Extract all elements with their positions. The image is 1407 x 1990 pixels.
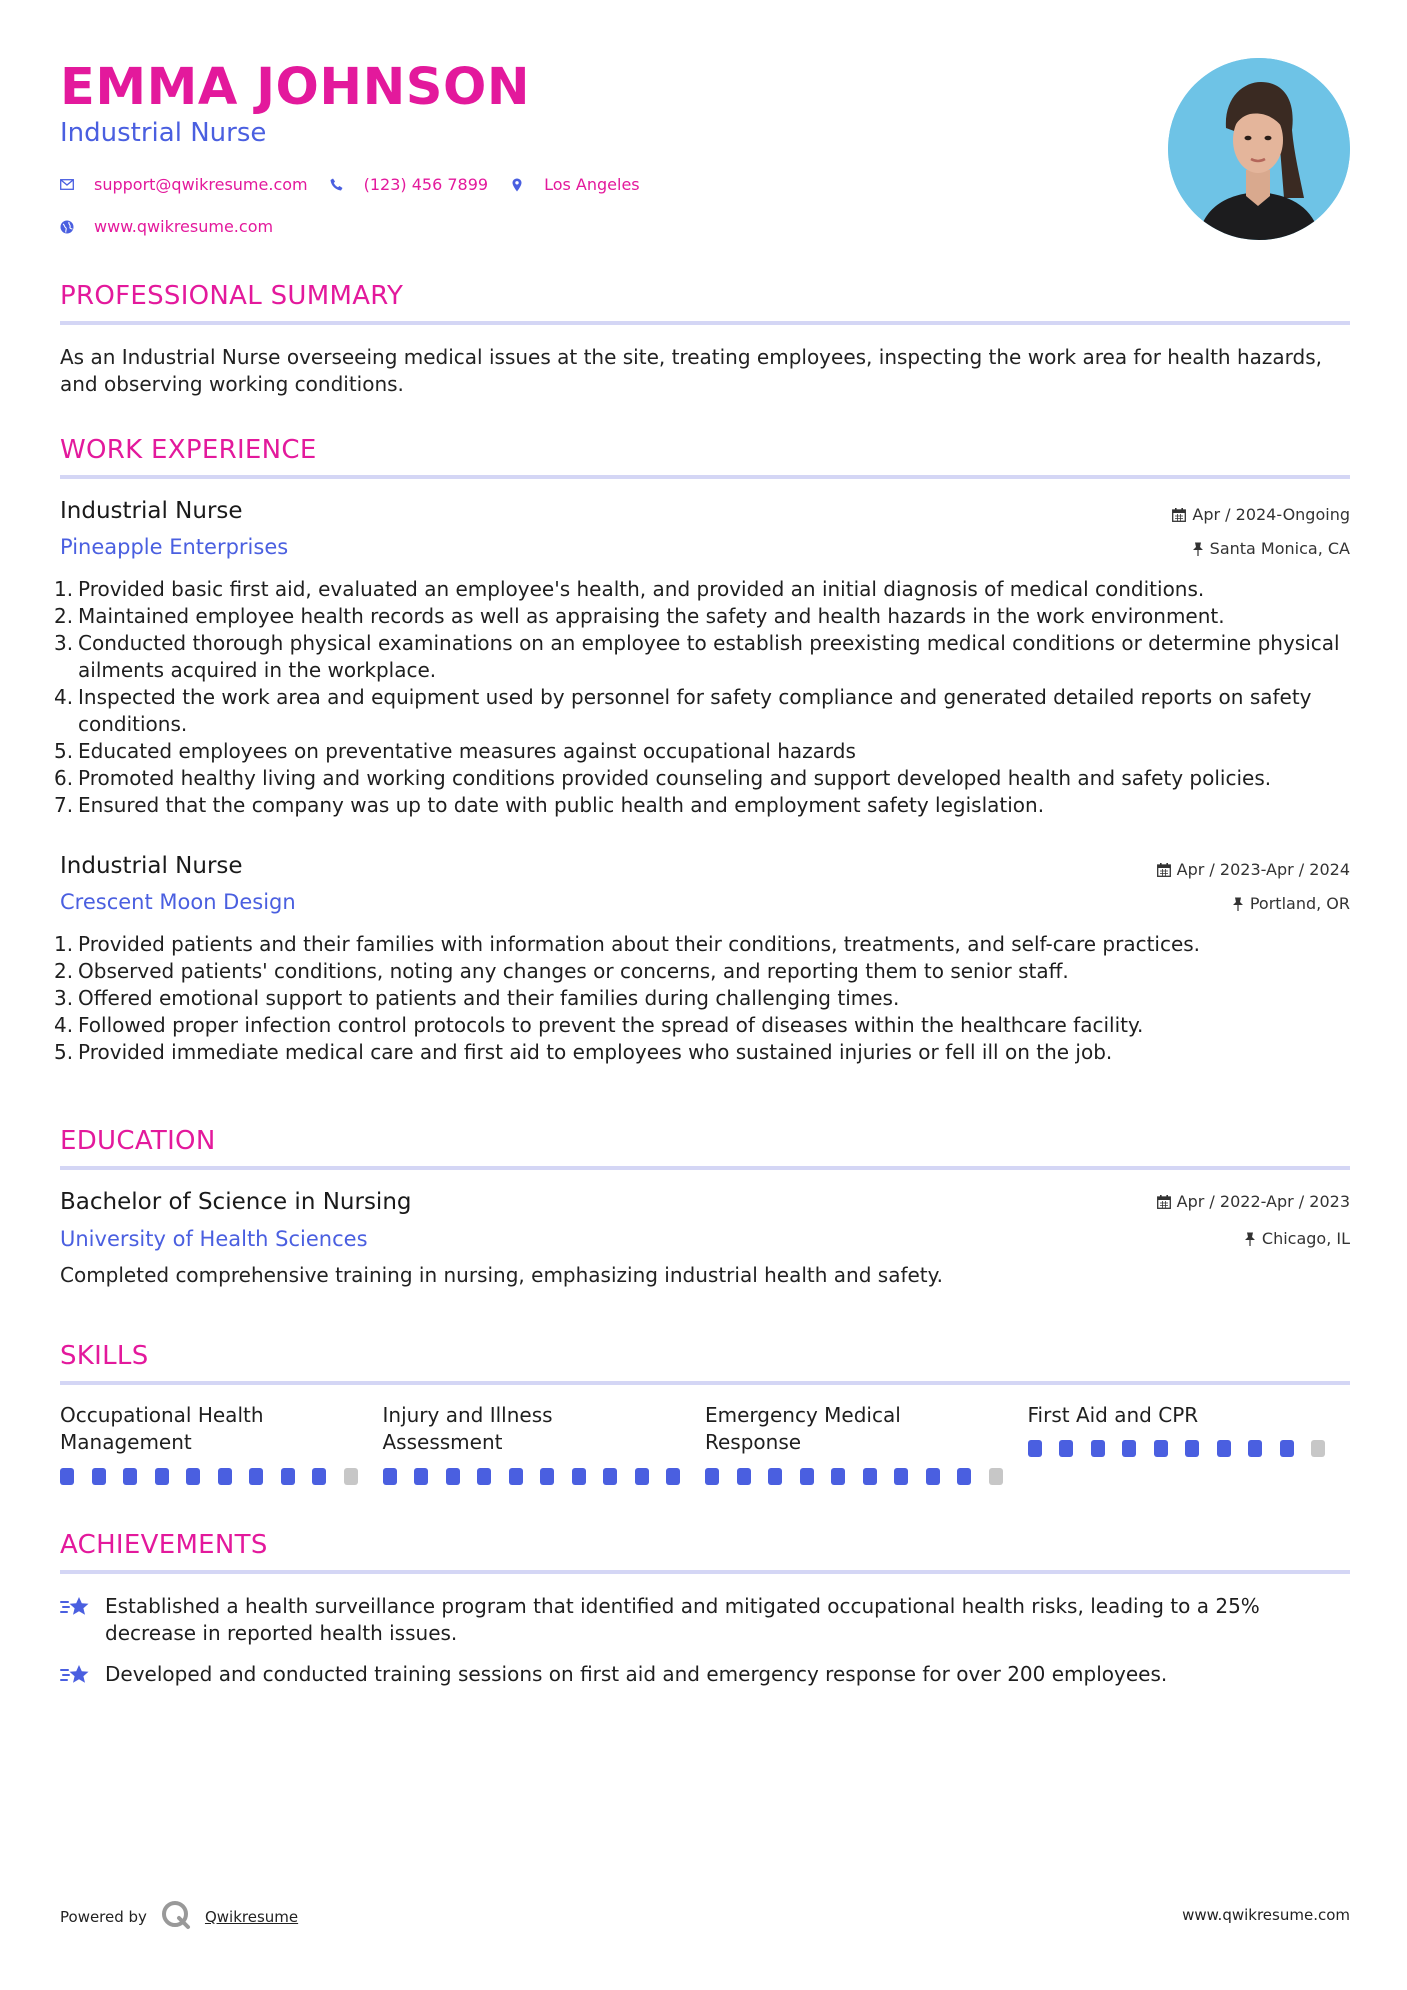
list-item: Maintained employee health records as well as appraising the safety and health hazards in the work environment.	[78, 604, 1225, 628]
skill-name: Injury and Illness Assessment	[382, 1403, 553, 1454]
skill-name: First Aid and CPR	[1027, 1403, 1199, 1427]
phone-icon	[330, 178, 344, 192]
skill-dot-filled	[957, 1468, 971, 1485]
skill-dot-filled	[1185, 1440, 1199, 1457]
achievement-item	[60, 1593, 1350, 1647]
skill-dot-filled	[831, 1468, 845, 1485]
job-location-text: Portland, OR	[1249, 894, 1350, 913]
skill-dot-filled	[1122, 1440, 1136, 1457]
calendar-icon	[1157, 1195, 1171, 1209]
candidate-name: EMMA JOHNSON	[60, 58, 531, 117]
skill-dot-filled	[894, 1468, 908, 1485]
skill-dot-filled	[383, 1468, 397, 1485]
skill-rating	[1028, 1440, 1343, 1457]
list-item: Provided patients and their families with information about their conditions, treatments, and self-care practices.	[78, 932, 1201, 956]
skill-dot-filled	[281, 1468, 295, 1485]
contact-website[interactable]	[60, 217, 273, 236]
summary-text: As an Industrial Nurse overseeing medical issues at the site, treating employees, inspecting the work area for health hazards, and observing working conditions.	[60, 345, 1322, 396]
achievement-text: Established a health surveillance program that identified and mitigated occupational health risks, leading to a 25% decrease in reported health issues.	[105, 1594, 1260, 1645]
pushpin-icon	[1192, 542, 1204, 556]
job-responsibilities	[60, 931, 1350, 1066]
skill-dot-filled	[705, 1468, 719, 1485]
contact-email[interactable]	[60, 175, 308, 194]
list-item: Ensured that the company was up to date with public health and employment safety legislation.	[78, 793, 1045, 817]
skill-dot-filled	[446, 1468, 460, 1485]
summary-heading: PROFESSIONAL SUMMARY	[60, 281, 404, 311]
job-date-text: Apr / 2024-Ongoing	[1192, 505, 1350, 524]
list-item: Observed patients' conditions, noting any changes or concerns, and reporting them to senior staff.	[78, 959, 1069, 983]
contact-row-website	[60, 217, 295, 236]
skill-dot-empty	[1311, 1440, 1325, 1457]
calendar-icon	[1172, 508, 1186, 522]
footer-website[interactable]: www.qwikresume.com	[1182, 1906, 1350, 1924]
skill-dot-filled	[768, 1468, 782, 1485]
profile-photo	[1168, 58, 1350, 240]
skill-rating	[383, 1468, 698, 1485]
achievements-heading: ACHIEVEMENTS	[60, 1530, 268, 1560]
education-divider	[60, 1166, 1350, 1170]
brand-link[interactable]: Qwikresume	[204, 1908, 299, 1926]
globe-icon	[60, 220, 74, 234]
achievements-divider	[60, 1570, 1350, 1574]
skill-dot-filled	[800, 1468, 814, 1485]
skill-dot-filled	[477, 1468, 491, 1485]
powered-by-label: Powered by	[60, 1908, 147, 1926]
skill-dot-empty	[989, 1468, 1003, 1485]
star-icon	[60, 1661, 92, 1688]
list-item: Provided basic first aid, evaluated an employee's health, and provided an initial diagnosis of medical conditions.	[78, 577, 1205, 601]
list-item: Conducted thorough physical examinations on an employee to establish preexisting medical conditions or determine physical ailments acquired in the workplace.	[78, 631, 1340, 682]
achievement-item	[60, 1661, 1350, 1688]
list-item: Followed proper infection control protocols to prevent the spread of diseases within the healthcare facility.	[78, 1013, 1144, 1037]
skill-dot-filled	[312, 1468, 326, 1485]
education-location-text: Chicago, IL	[1261, 1229, 1350, 1248]
skill-dot-filled	[155, 1468, 169, 1485]
job-location-text: Santa Monica, CA	[1209, 539, 1350, 558]
skill-dot-filled	[1028, 1440, 1042, 1457]
skills-grid	[60, 1402, 1350, 1492]
skill-rating	[60, 1468, 375, 1485]
skill-name: Emergency Medical Response	[705, 1403, 901, 1454]
skill-dot-filled	[926, 1468, 940, 1485]
skill-item	[383, 1402, 706, 1492]
skill-item	[1028, 1402, 1351, 1492]
education-date	[1157, 1192, 1350, 1211]
skill-dot-filled	[249, 1468, 263, 1485]
skill-dot-filled	[1217, 1440, 1231, 1457]
skill-item	[60, 1402, 383, 1492]
skill-dot-filled	[1280, 1440, 1294, 1457]
job-date	[1172, 505, 1350, 524]
envelope-icon	[60, 178, 74, 192]
list-item: Offered emotional support to patients and their families during challenging times.	[78, 986, 900, 1010]
skill-dot-filled	[737, 1468, 751, 1485]
skill-item	[705, 1402, 1028, 1492]
skill-dot-filled	[1154, 1440, 1168, 1457]
qwikresume-logo-icon	[161, 1900, 191, 1934]
skill-dot-filled	[572, 1468, 586, 1485]
school-name: University of Health Sciences	[60, 1227, 368, 1251]
summary-divider	[60, 321, 1350, 325]
pushpin-icon	[1232, 897, 1244, 911]
skill-dot-filled	[666, 1468, 680, 1485]
footer-powered-by	[60, 1900, 298, 1934]
contact-phone[interactable]	[330, 175, 488, 194]
education-description: Completed comprehensive training in nursing, emphasizing industrial health and safety.	[60, 1263, 943, 1287]
resume-page	[60, 0, 1350, 1990]
experience-divider	[60, 475, 1350, 479]
pushpin-icon	[1244, 1232, 1256, 1246]
website-text: www.qwikresume.com	[94, 217, 274, 236]
contact-location	[510, 175, 640, 194]
skill-dot-filled	[603, 1468, 617, 1485]
skill-dot-filled	[540, 1468, 554, 1485]
skill-dot-filled	[509, 1468, 523, 1485]
skill-dot-filled	[635, 1468, 649, 1485]
email-text: support@qwikresume.com	[94, 175, 308, 194]
skill-dot-filled	[92, 1468, 106, 1485]
achievement-text: Developed and conducted training sessions on first aid and emergency response for over 200 employees.	[105, 1662, 1168, 1686]
skill-dot-filled	[1248, 1440, 1262, 1457]
job-responsibilities	[60, 576, 1350, 819]
skill-dot-filled	[123, 1468, 137, 1485]
job-company: Crescent Moon Design	[60, 890, 296, 914]
education-heading: EDUCATION	[60, 1126, 216, 1156]
job-location	[1192, 539, 1350, 558]
list-item: Inspected the work area and equipment used by personnel for safety compliance and generated detailed reports on safety conditions.	[78, 685, 1312, 736]
skills-heading: SKILLS	[60, 1341, 149, 1371]
candidate-role: Industrial Nurse	[60, 118, 267, 148]
map-pin-icon	[510, 178, 524, 192]
skills-divider	[60, 1381, 1350, 1385]
job-location	[1232, 894, 1350, 913]
skill-dot-filled	[1091, 1440, 1105, 1457]
job-date	[1157, 860, 1350, 879]
education-location	[1244, 1229, 1350, 1248]
list-item: Educated employees on preventative measures against occupational hazards	[78, 739, 856, 763]
list-item: Provided immediate medical care and first aid to employees who sustained injuries or fell ill on the job.	[78, 1040, 1113, 1064]
skill-dot-filled	[863, 1468, 877, 1485]
degree-title: Bachelor of Science in Nursing	[60, 1189, 412, 1215]
job-title: Industrial Nurse	[60, 498, 243, 524]
location-text: Los Angeles	[544, 175, 640, 194]
skill-dot-filled	[1059, 1440, 1073, 1457]
contact-row	[60, 175, 662, 194]
skill-dot-filled	[414, 1468, 428, 1485]
phone-text: (123) 456 7899	[363, 175, 489, 194]
skill-dot-filled	[186, 1468, 200, 1485]
skill-name: Occupational Health Management	[60, 1403, 264, 1454]
job-company: Pineapple Enterprises	[60, 535, 289, 559]
experience-heading: WORK EXPERIENCE	[60, 435, 317, 465]
job-title: Industrial Nurse	[60, 853, 243, 879]
skill-rating	[705, 1468, 1020, 1485]
skill-dot-filled	[218, 1468, 232, 1485]
job-date-text: Apr / 2023-Apr / 2024	[1176, 860, 1350, 879]
education-date-text: Apr / 2022-Apr / 2023	[1176, 1192, 1350, 1211]
star-icon	[60, 1593, 92, 1620]
skill-dot-empty	[344, 1468, 358, 1485]
list-item: Promoted healthy living and working conditions provided counseling and support developed health and safety policies.	[78, 766, 1272, 790]
skill-dot-filled	[60, 1468, 74, 1485]
calendar-icon	[1157, 863, 1171, 877]
